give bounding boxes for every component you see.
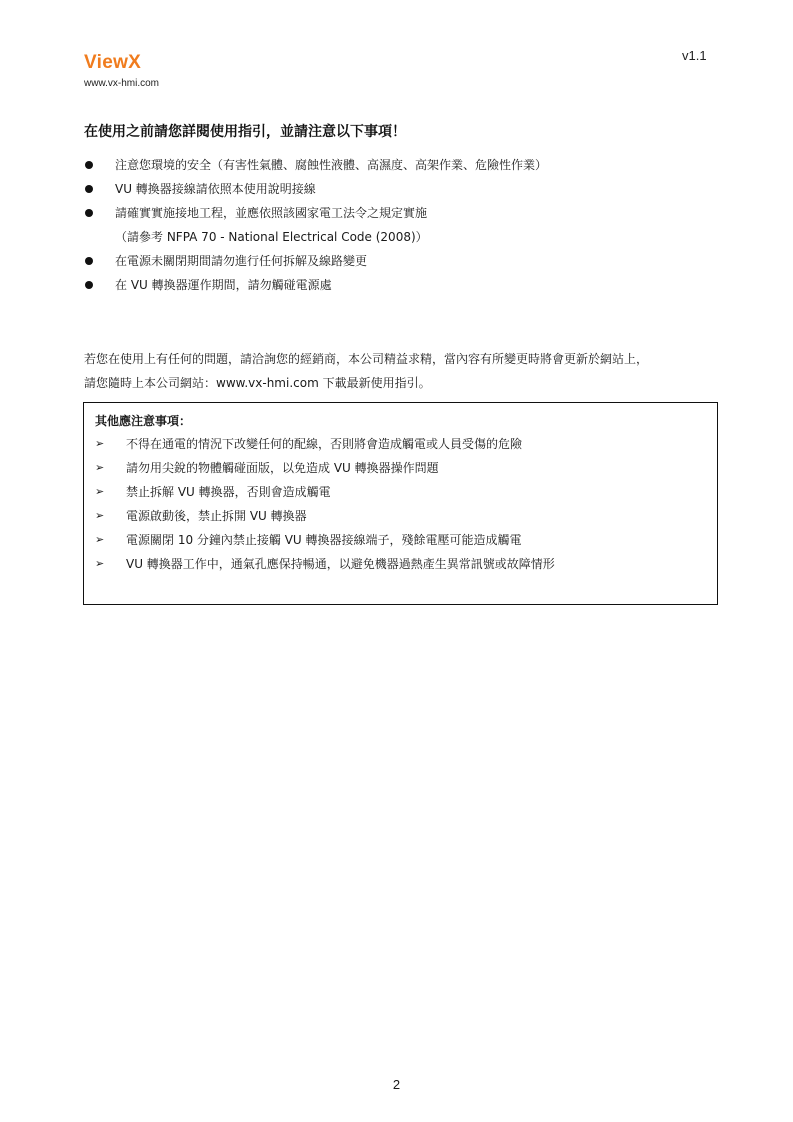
list-item [95,530,705,554]
notice-text: 請勿用尖銳的物體觸碰面版，以免造成 VU 轉換器操作問題 [126,461,439,475]
list-item [84,275,724,299]
bullet-icon [85,161,93,169]
arrow-bullet-icon: ➢ [95,533,105,546]
notice-text: 不得在通電的情況下改變任何的配線，否則將會造成觸電或人員受傷的危險 [126,437,523,451]
bullet-text: （請參考 NFPA 70 - National Electrical Code (2008)） [115,230,428,244]
notice-box [83,402,718,605]
bullet-text: VU 轉換器接線請依照本使用說明接線 [115,182,316,196]
notice-list [95,434,705,578]
list-item [95,434,705,458]
contact-paragraph [84,347,724,395]
notice-text: VU 轉換器工作中，通氣孔應保持暢通，以避免機器過熱產生異常訊號或故障情形 [126,557,555,571]
bullet-text: 在電源未關閉期間請勿進行任何拆解及線路變更 [115,254,368,268]
list-item [84,155,724,179]
notice-text: 電源關閉 10 分鐘內禁止接觸 VU 轉換器接線端子，殘餘電壓可能造成觸電 [126,533,522,547]
bullet-icon [85,257,93,265]
bullet-text: 請確實實施接地工程，並應依照該國家電工法令之規定實施 [115,206,428,220]
page-heading: 在使用之前請您詳閱使用指引，並請注意以下事項！ [84,124,406,140]
bullet-icon [85,209,93,217]
paragraph-line: 若您在使用上有任何的問題，請洽詢您的經銷商，本公司精益求精，當內容有所變更時將會更新於網站上， [84,352,649,366]
website-text: www.vx-hmi.com [84,78,160,89]
notice-text: 電源啟動後，禁止拆開 VU 轉換器 [126,509,307,523]
arrow-bullet-icon: ➢ [95,437,105,450]
arrow-bullet-icon: ➢ [95,509,105,522]
list-item [95,482,705,506]
list-item [84,203,724,227]
brand-logo: ViewX [84,52,142,73]
arrow-bullet-icon: ➢ [95,557,105,570]
list-item [84,251,724,275]
notice-box-title: 其他應注意事項： [95,414,192,428]
bullet-icon [85,281,93,289]
notice-text: 禁止拆解 VU 轉換器，否則會造成觸電 [126,485,331,499]
list-item [95,506,705,530]
list-item-continuation [84,227,724,251]
list-item [95,554,705,578]
safety-bullet-list [84,155,724,299]
bullet-icon [85,185,93,193]
list-item [84,179,724,203]
arrow-bullet-icon: ➢ [95,461,105,474]
list-item [95,458,705,482]
bullet-text: 注意您環境的安全（有害性氣體、腐蝕性液體、高濕度、高架作業、危險性作業） [115,158,548,172]
page-number: 2 [392,1077,401,1092]
arrow-bullet-icon: ➢ [95,485,105,498]
bullet-text: 在 VU 轉換器運作期間，請勿觸碰電源處 [115,278,332,292]
paragraph-line: 請您隨時上本公司網站：www.vx-hmi.com 下載最新使用指引。 [84,376,431,390]
version-label: v1.1 [682,48,707,63]
